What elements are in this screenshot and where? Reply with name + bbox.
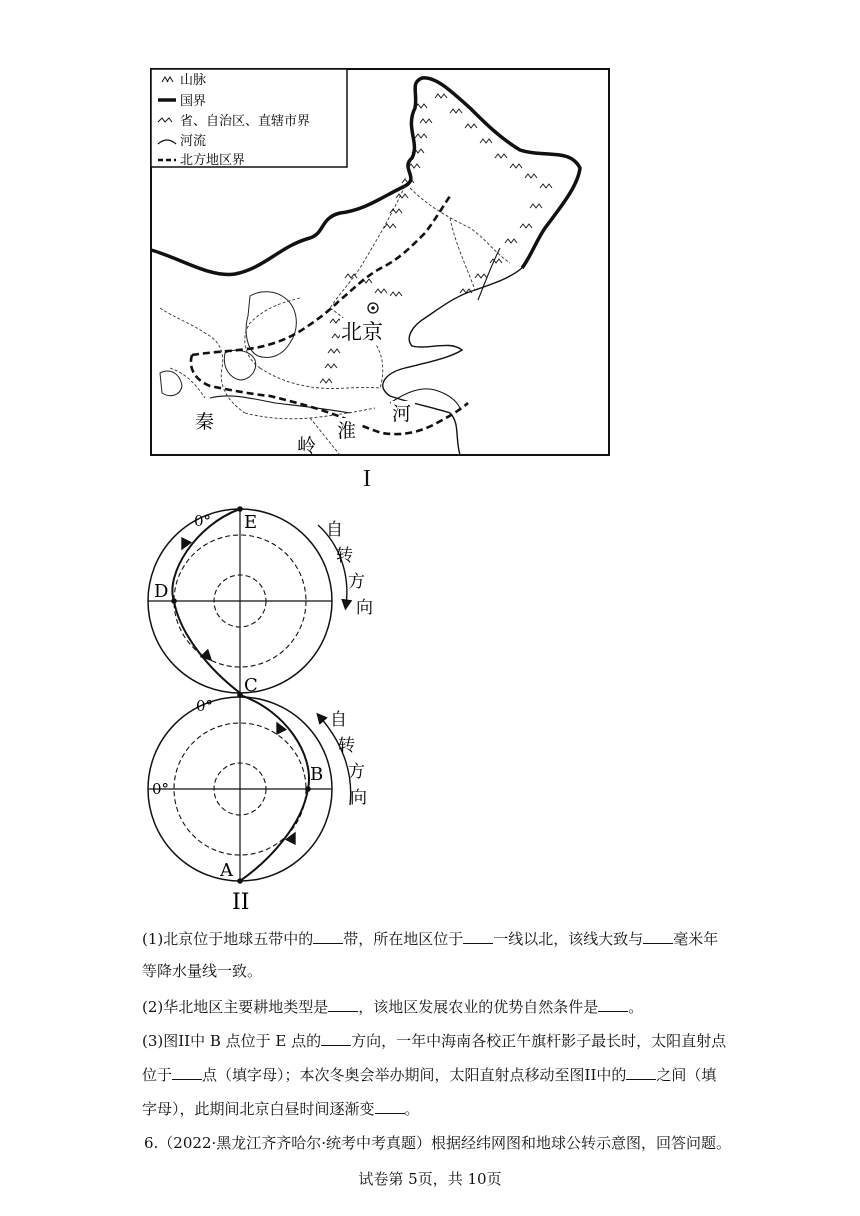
rotation-text-top-2: 转	[336, 546, 353, 566]
question-3-line-2: 位于 点（填字母）；本次冬奥会举办期间，太阳直射点移动至图II中的 之间（填	[142, 1066, 717, 1084]
rotation-text-top-1: 自	[326, 520, 343, 540]
answer-blank-4[interactable]	[328, 997, 358, 1012]
question-3-line-3: 字母），此期间北京白昼时间逐渐变 。	[142, 1100, 420, 1118]
rotation-text-bottom-4: 向	[350, 788, 367, 808]
question-6: 6.（2022·黑龙江齐齐哈尔·统考中考真题）根据经纬网图和地球公转示意图，回答问题。	[144, 1134, 732, 1152]
answer-blank-2[interactable]	[463, 929, 493, 944]
page-footer: 试卷第 5页，共 10页	[358, 1170, 502, 1188]
question-1-line-2: 等降水量线一致。	[142, 962, 263, 980]
point-D-label: D	[154, 581, 169, 602]
answer-blank-8[interactable]	[626, 1065, 656, 1080]
rotation-text-bottom-2: 转	[338, 736, 355, 756]
lower-globe	[148, 692, 332, 884]
answer-blank-3[interactable]	[643, 929, 673, 944]
rotation-text-bottom-1: 自	[330, 710, 347, 730]
meridian-0-top-label: 0°	[194, 512, 212, 530]
answer-blank-7[interactable]	[172, 1065, 202, 1080]
upper-globe	[148, 506, 332, 693]
meridian-0-mid-label: 0°	[196, 697, 214, 715]
qin-label: 秦	[195, 411, 215, 433]
rotation-text-top-4: 向	[356, 598, 373, 618]
he-label: 河	[392, 403, 412, 425]
legend-national-border-label: 国界	[180, 94, 207, 109]
latitude-0-label: 0°	[152, 780, 170, 798]
answer-blank-6[interactable]	[321, 1031, 351, 1046]
globe-figure	[140, 505, 380, 913]
legend-river-label: 河流	[180, 134, 207, 149]
map-figure	[150, 68, 610, 456]
question-2: (2)华北地区主要耕地类型是 ，该地区发展农业的优势自然条件是 。	[142, 998, 644, 1016]
map-legend	[151, 69, 347, 168]
question-1-line-1: (1)北京位于地球五带中的 带，所在地区位于 一线以北，该线大致与 毫米年	[142, 930, 719, 948]
point-B-label: B	[310, 764, 324, 785]
point-E-label: E	[244, 512, 258, 533]
legend-province-border-label: 省、自治区、直辖市界	[180, 114, 311, 129]
answer-blank-5[interactable]	[598, 997, 628, 1012]
answer-blank-9[interactable]	[375, 1099, 405, 1114]
legend-mountain-label: 山脉	[180, 73, 207, 88]
answer-blank-1[interactable]	[313, 929, 343, 944]
legend-north-region-label: 北方地区界	[180, 153, 246, 168]
beijing-label: 北京	[341, 320, 383, 344]
beijing-capital-icon	[368, 303, 378, 313]
ling-label: 岭	[297, 435, 317, 456]
point-C-label: C	[244, 675, 258, 696]
point-A-label: A	[220, 860, 233, 881]
rotation-arrow-bottom	[320, 717, 351, 805]
question-3-line-1: (3)图II中 B 点位于 E 点的 方向，一年中海南各校正午旗杆影子最长时，太阳直射点	[142, 1032, 727, 1050]
rotation-text-bottom-3: 方	[348, 762, 365, 782]
huai-label: 淮	[337, 420, 357, 442]
rotation-text-top-3: 方	[348, 572, 365, 592]
figure-caption-II: II	[232, 890, 250, 913]
figure-caption-I: I	[363, 466, 371, 492]
